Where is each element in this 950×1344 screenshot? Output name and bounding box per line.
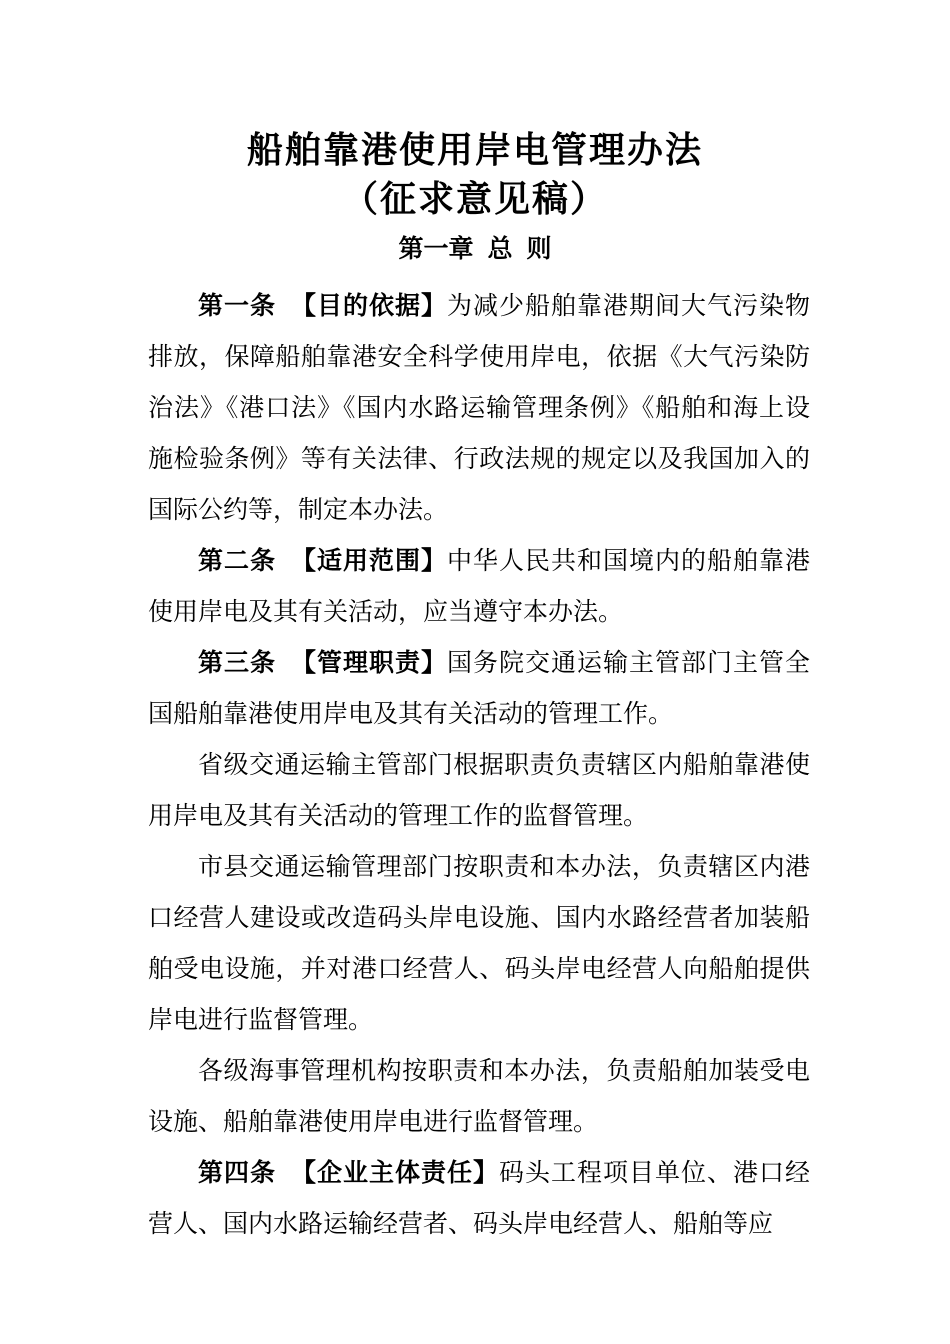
document-title: 船舶靠港使用岸电管理办法 [246, 129, 703, 171]
article-tag: 【目的依据】 [290, 291, 447, 320]
chapter-number: 第一章 [398, 234, 474, 263]
chapter-name-part-1: 总 [487, 234, 513, 263]
chapter-name-part-2: 则 [526, 234, 552, 263]
article-number: 第三条 [198, 648, 276, 677]
article-text: 码头工程项目单位、港口经营人、国内水路运输经营者、码头岸电经营人、船舶等应 [148, 1158, 810, 1238]
paragraph-maritime-duty: 各级海事管理机构按职责和本办法，负责船舶加装受电设施、船舶靠港使用岸电进行监督管理。 [148, 1056, 810, 1136]
article-text: 国务院交通运输主管部门主管全国船舶靠港使用岸电及其有关活动的管理工作。 [148, 648, 810, 728]
article-number: 第二条 [198, 546, 276, 575]
document-subtitle: （征求意见稿） [341, 178, 608, 220]
document-body [148, 280, 810, 1249]
article-text: 中华人民共和国境内的船舶靠港使用岸电及其有关活动，应当遵守本办法。 [148, 546, 810, 626]
article-tag: 【适用范围】 [290, 546, 447, 575]
article-text: 为减少船舶靠港期间大气污染物排放，保障船舶靠港安全科学使用岸电，依据《大气污染防治法》《港口法》《国内水路运输管理条例》《船舶和海上设施检验条例》等有关法律、行政法规的规定以及我国加入的国际公约等，制定本办法。 [148, 291, 810, 524]
chapter-heading [0, 236, 950, 261]
article-tag: 【管理职责】 [290, 648, 447, 677]
article-tag: 【企业主体责任】 [290, 1158, 499, 1187]
article-number: 第一条 [198, 291, 276, 320]
article-number: 第四条 [198, 1158, 276, 1187]
paragraph-municipal-duty: 市县交通运输管理部门按职责和本办法，负责辖区内港口经营人建设或改造码头岸电设施、国内水路经营者加装船舶受电设施，并对港口经营人、码头岸电经营人向船舶提供岸电进行监督管理。 [148, 852, 810, 1034]
article-4 [148, 1147, 810, 1249]
paragraph-provincial-duty: 省级交通运输主管部门根据职责负责辖区内船舶靠港使用岸电及其有关活动的管理工作的监督管理。 [148, 750, 810, 830]
article-1 [148, 280, 810, 535]
article-2 [148, 535, 810, 637]
article-3 [148, 637, 810, 739]
